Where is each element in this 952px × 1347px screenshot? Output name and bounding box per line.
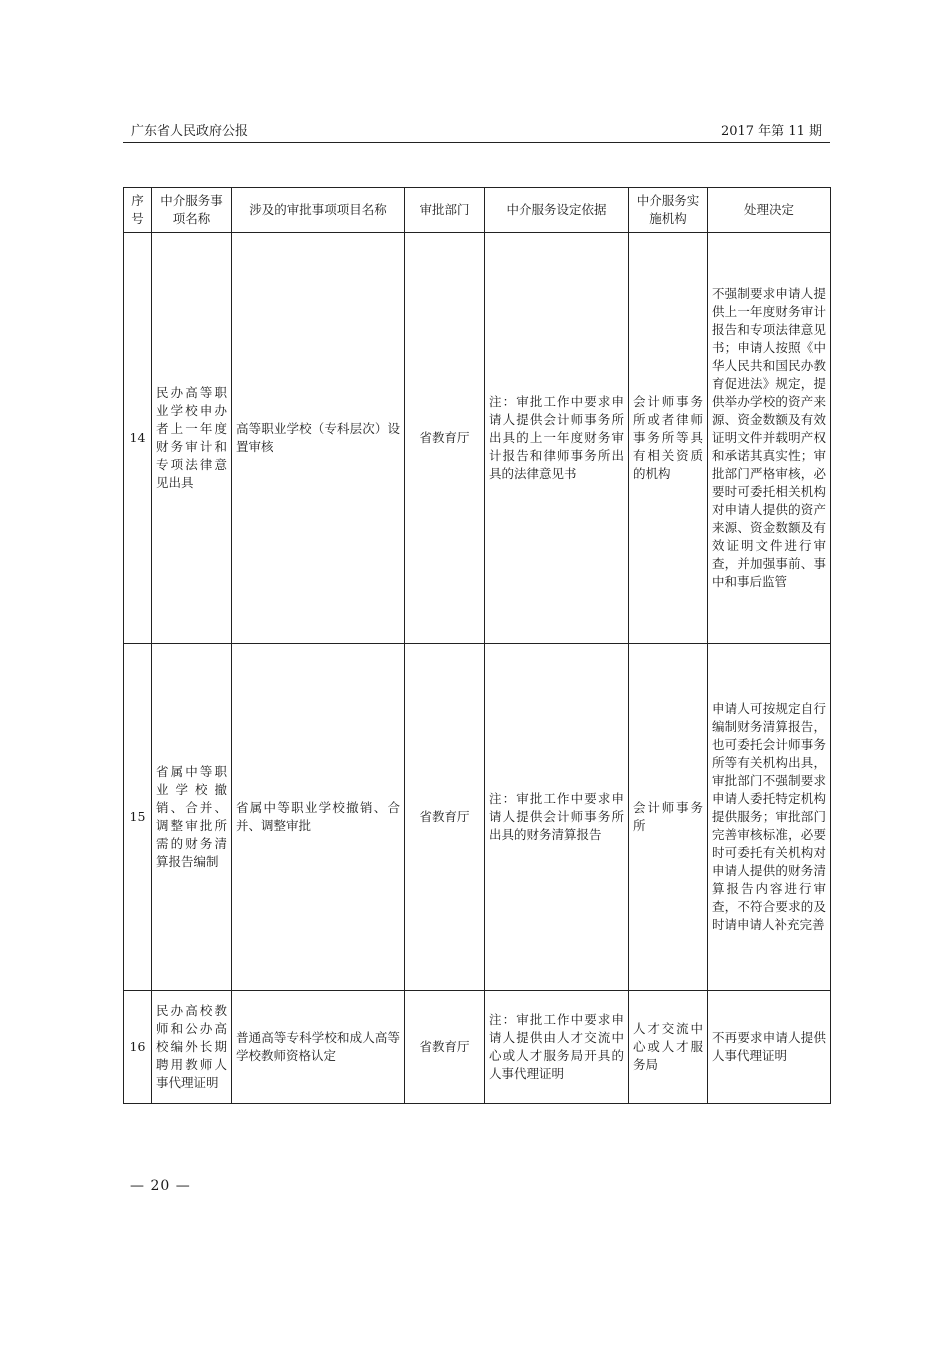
column-header-no: 序号 (124, 188, 152, 233)
department: 省教育厅 (405, 991, 485, 1104)
intermediary-service-table (123, 187, 831, 1104)
service-name: 民办高等职业学校申办者上一年度财务审计和专项法律意见出具 (152, 233, 232, 644)
institution: 人才交流中心或人才服务局 (629, 991, 708, 1104)
department: 省教育厅 (405, 644, 485, 991)
service-name: 省属中等职业学校撤销、合并、调整审批所需的财务清算报告编制 (152, 644, 232, 991)
row-number: 16 (124, 991, 152, 1104)
approval-item: 高等职业学校（专科层次）设置审核 (232, 233, 405, 644)
decision: 不强制要求申请人提供上一年度财务审计报告和专项法律意见书；申请人按照《中华人民共和国民办教育促进法》规定，提供举办学校的资产来源、资金数额及有效证明文件并载明产权和承诺其真实性；审批部门严格审核，必要时可委托相关机构对申请人提供的资产来源、资金数额及有效证明文件进行审查，并加强事前、事中和事后监管 (708, 233, 831, 644)
basis: 注：审批工作中要求申请人提供会计师事务所出具的上一年度财务审计报告和律师事务所出具的法律意见书 (485, 233, 629, 644)
column-header-basis: 中介服务设定依据 (485, 188, 629, 233)
issue-label: 2017 年第 11 期 (720, 124, 822, 139)
column-header-service-name: 中介服务事项名称 (152, 188, 232, 233)
decision: 不再要求申请人提供人事代理证明 (708, 991, 831, 1104)
institution: 会计师事务所 (629, 644, 708, 991)
row-number: 15 (124, 644, 152, 991)
table-row (124, 991, 831, 1104)
row-number: 14 (124, 233, 152, 644)
service-name: 民办高校教师和公办高校编外长期聘用教师人事代理证明 (152, 991, 232, 1104)
table-row (124, 644, 831, 991)
table-row (124, 233, 831, 644)
approval-item: 普通高等专科学校和成人高等学校教师资格认定 (232, 991, 405, 1104)
publication-title: 广东省人民政府公报 (131, 124, 249, 139)
decision: 申请人可按规定自行编制财务清算报告，也可委托会计师事务所等有关机构出具，审批部门不强制要求申请人委托特定机构提供服务；审批部门完善审核标准，必要时可委托有关机构对申请人提供的财务清算报告内容进行审查，不符合要求的及时请申请人补充完善 (708, 644, 831, 991)
page-number: — 20 — (130, 1178, 191, 1194)
page-header (123, 118, 830, 143)
institution: 会计师事务所或者律师事务所等具有相关资质的机构 (629, 233, 708, 644)
column-header-department: 审批部门 (405, 188, 485, 233)
table-header-row (124, 188, 831, 233)
column-header-institution: 中介服务实施机构 (629, 188, 708, 233)
basis: 注：审批工作中要求申请人提供会计师事务所出具的财务清算报告 (485, 644, 629, 991)
basis: 注：审批工作中要求申请人提供由人才交流中心或人才服务局开具的人事代理证明 (485, 991, 629, 1104)
department: 省教育厅 (405, 233, 485, 644)
approval-item: 省属中等职业学校撤销、合并、调整审批 (232, 644, 405, 991)
column-header-approval-item: 涉及的审批事项项目名称 (232, 188, 405, 233)
column-header-decision: 处理决定 (708, 188, 831, 233)
